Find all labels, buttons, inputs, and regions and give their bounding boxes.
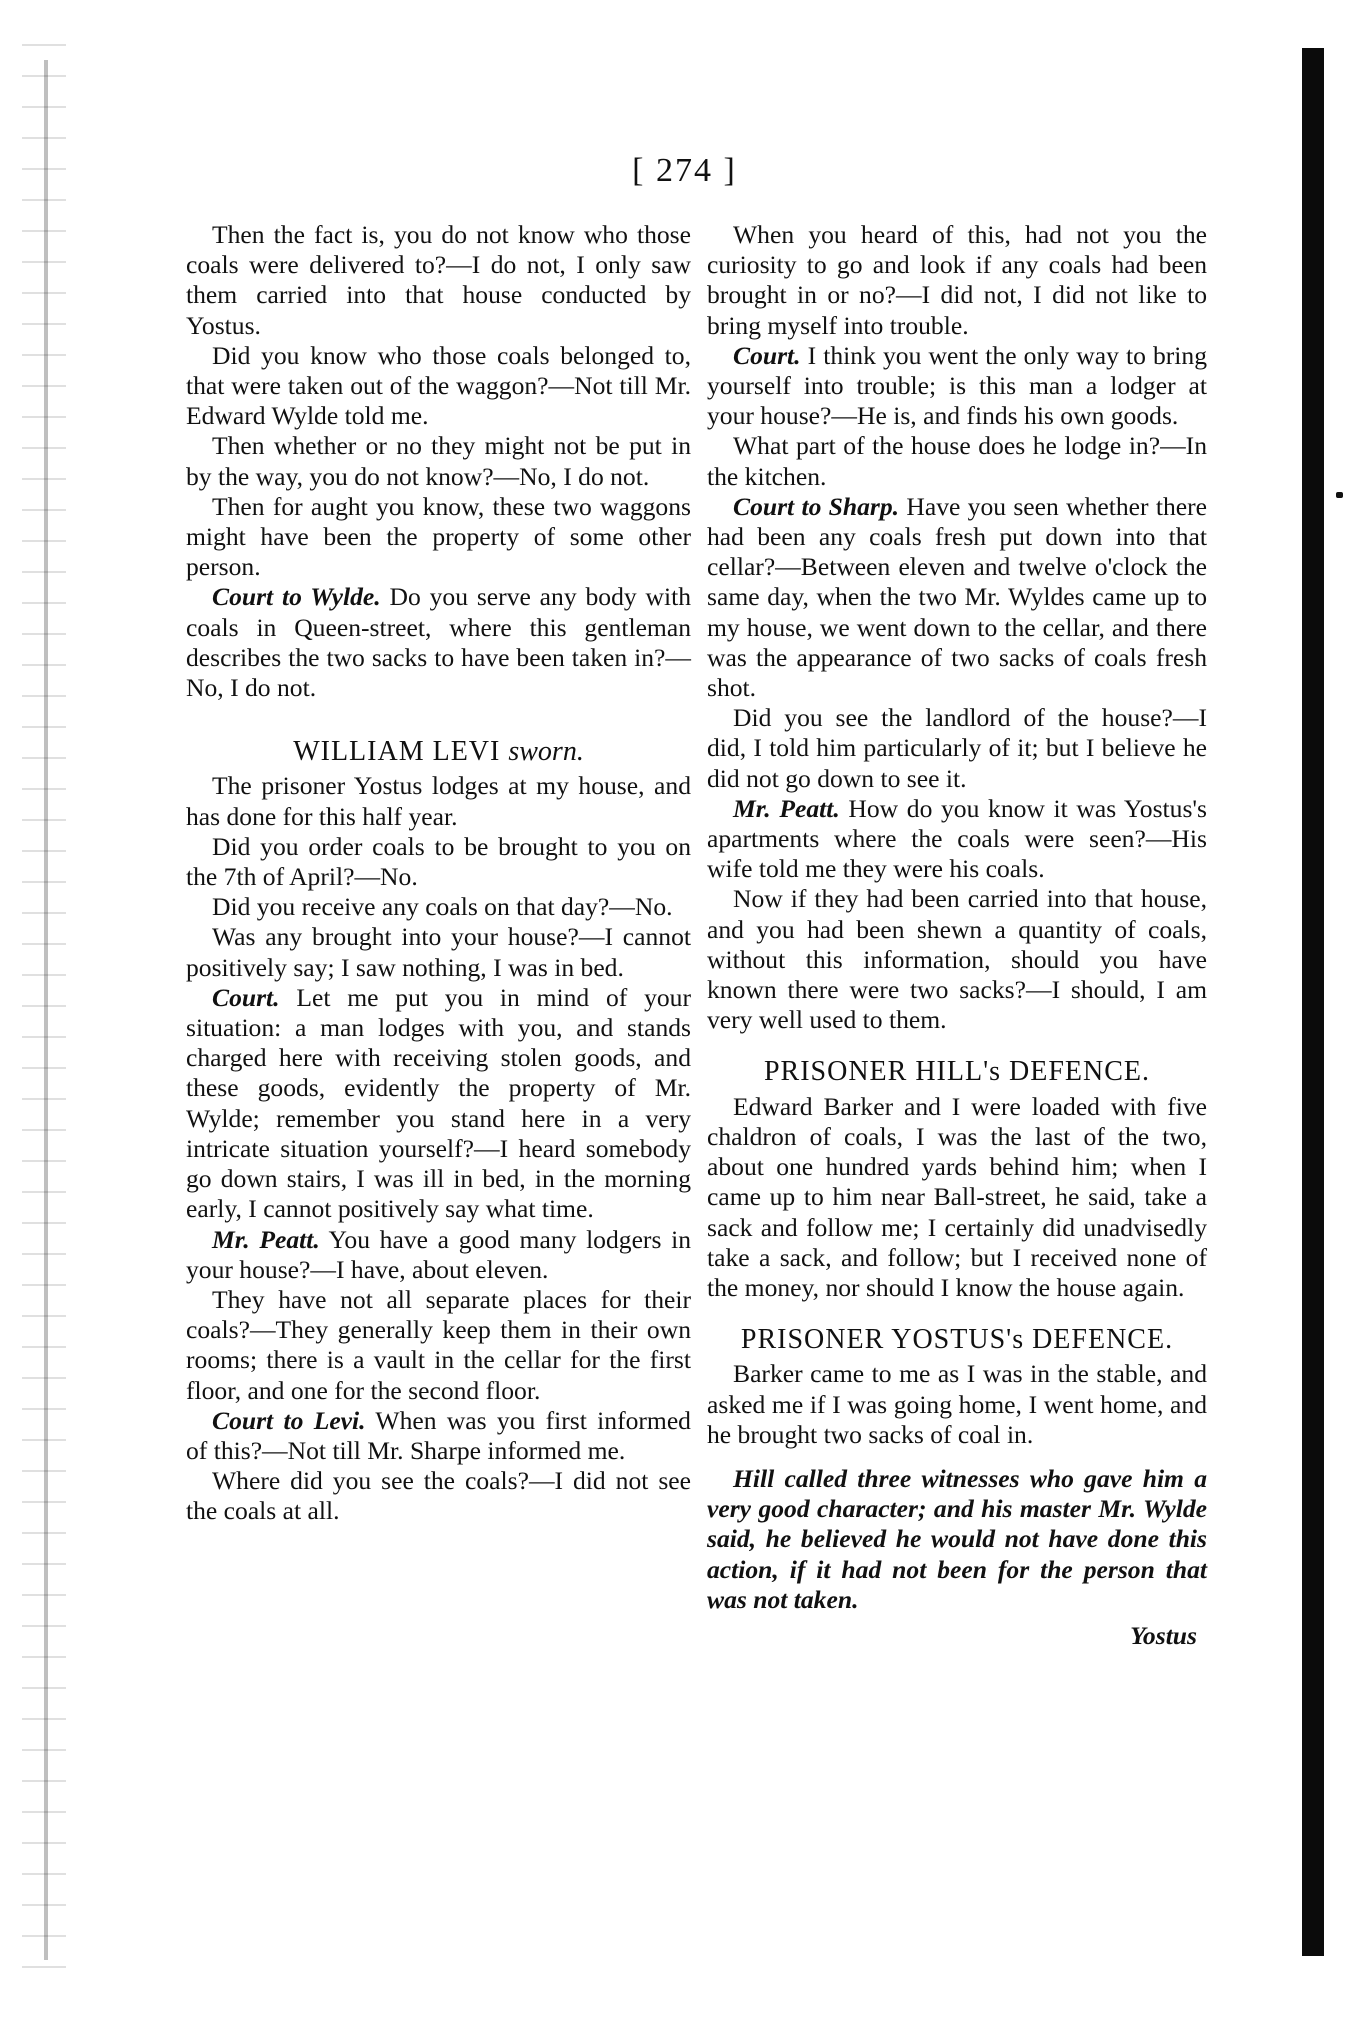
paragraph: The prisoner Yostus lodges at my house, and has done for this half year. [186, 771, 691, 831]
paragraph: What part of the house does he lodge in?—In the kitchen. [707, 431, 1207, 491]
character-witness-note: Hill called three witnesses who gave him a very good character; and his master Mr. Wylde said, he believed he would not have done this action, if it had not been for the person that was not taken. [707, 1463, 1207, 1614]
paragraph: Barker came to me as I was in the stable, and asked me if I was going home, I went home, and he brought two sacks of coal in. [707, 1359, 1207, 1449]
section-heading: PRISONER HILL's DEFENCE. [763, 1056, 1151, 1088]
witness-name: WILLIAM LEVI [293, 736, 501, 768]
paragraph-text: Do you serve any body with coals in Queen-street, where this gentleman describes the two sacks to have been taken in?—No, I do not. [186, 582, 691, 703]
section-heading: PRISONER YOSTUS's DEFENCE. [740, 1324, 1174, 1356]
paragraph [707, 492, 1207, 703]
paragraph: They have not all separate places for their coals?—They generally keep them in their own rooms; there is a vault in the cellar for the first floor, and one for the second floor. [186, 1284, 691, 1405]
paragraph: Did you know who those coals belonged to, that were taken out of the waggon?—Not till Mr. Edward Wylde told me. [186, 340, 691, 431]
paragraph [707, 341, 1207, 432]
speaker-label: Court to Levi. [212, 1405, 366, 1435]
paragraph [186, 1225, 691, 1285]
paragraph: Now if they had been carried into that house, and you had been shewn a quantity of coals, without this information, should you have known there were two sacks?—I should, I am very well used to them. [707, 884, 1207, 1035]
paragraph [186, 1406, 691, 1466]
paragraph: Then for aught you know, these two waggons might have been the property of some other person. [186, 491, 691, 582]
paragraph-text: When was you first informed of this?—Not till Mr. Sharpe informed me. [186, 1405, 691, 1465]
speaker-label: Court to Sharp. [733, 491, 900, 521]
page-number: [ 274 ] [632, 152, 737, 189]
speaker-label: Court. [212, 982, 280, 1012]
paragraph: Did you see the landlord of the house?—I did, I told him particularly of it; but I believe he did not go down to see it. [707, 703, 1207, 793]
paragraph: When you heard of this, had not you the curiosity to go and look if any coals had been brought in or no?—I did not, I did not like to bring myself into trouble. [707, 220, 1207, 340]
paragraph: Then whether or no they might not be put in by the way, you do not know?—No, I do not. [186, 431, 691, 491]
paragraph-text: Have you seen whether there had been any coals fresh put down into that cellar?—Between eleven and twelve o'clock the same day, when the two Mr. Wyldes came up to my house, we went down to the cellar, and there was the appearance of two sacks of coals fresh shot. [707, 491, 1207, 703]
paragraph [186, 983, 691, 1225]
paragraph: Was any brought into your house?—I cannot positively say; I saw nothing, I was in bed. [186, 922, 691, 982]
scan-edge-mark [1336, 492, 1343, 498]
paragraph: Then the fact is, you do not know who those coals were delivered to?—I do not, I only saw them carried into that house conducted by Yostus. [186, 220, 691, 340]
left-column [186, 220, 691, 1527]
speaker-label: Court. [733, 340, 801, 370]
paragraph [707, 794, 1207, 885]
paragraph [186, 582, 691, 703]
paragraph-text: You have a good many lodgers in your house?—I have, about eleven. [186, 1224, 691, 1284]
paragraph-text: I think you went the only way to bring yourself into trouble; is this man a lodger at your house?—He is, and finds his own goods. [707, 340, 1207, 431]
paragraph-text: How do you know it was Yostus's apartments where the coals were seen?—His wife told me they were his coals. [707, 793, 1207, 884]
catchword: Yostus [1130, 1620, 1197, 1650]
scan-gutter-line [44, 60, 48, 1960]
speaker-label: Court to Wylde. [212, 582, 381, 612]
paragraph: Did you receive any coals on that day?—No. [212, 892, 673, 922]
speaker-label: Mr. Peatt. [733, 793, 840, 823]
paragraph-text: Let me put you in mind of your situation: a man lodges with you, and stands charged here with receiving stolen goods, and these goods, evidently the property of Mr. Wylde; remember you stand here in a very intricate situation yourself?—I heard somebody go down stairs, I was ill in bed, in the morning early, I cannot positively say what time. [186, 982, 691, 1224]
speaker-label: Mr. Peatt. [212, 1224, 320, 1254]
paragraph: Where did you see the coals?—I did not see the coals at all. [186, 1466, 691, 1526]
witness-heading [186, 737, 691, 767]
scan-edge-bar [1302, 48, 1324, 1956]
sworn-label: sworn. [508, 736, 584, 768]
paragraph: Did you order coals to be brought to you on the 7th of April?—No. [186, 831, 691, 892]
paragraph: Edward Barker and I were loaded with five chaldron of coals, I was the last of the two, about one hundred yards behind him; when I came up to him near Ball-street, he said, take a sack and follow me; I certainly did unadvisedly take a sack, and follow; but I received none of the money, nor should I know the house again. [707, 1091, 1207, 1302]
right-column [707, 220, 1207, 1651]
